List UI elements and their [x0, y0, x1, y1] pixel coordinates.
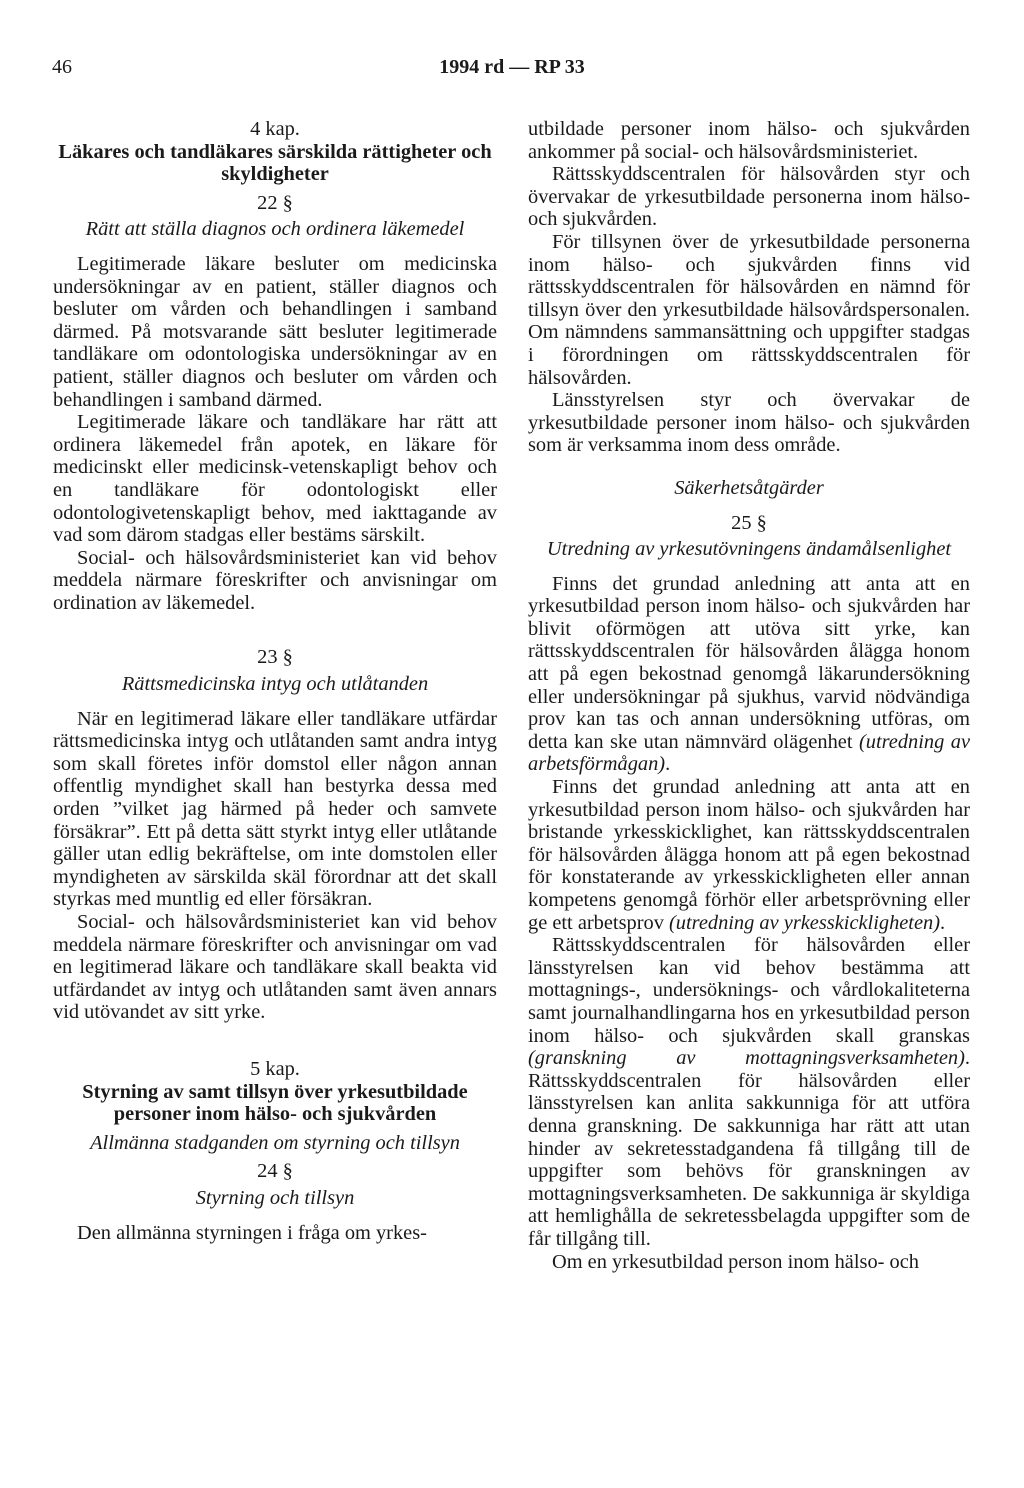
document-reference: 1994 rd — RP 33 — [439, 56, 585, 78]
paragraph-text: Finns det grundad anledning att anta att en yrkesutbildad person inom hälso- och sjukvården har blivit oförmögen att utöva sitt yrke, kan rättsskyddscentralen för hälsovården ålägga honom att på egen bekostnad genomgå läkarundersökning eller undersökningar på sjukhus, varvid nödvändiga prov kan tas och annan undersökning utföras, om detta kan ske utan nämnvärd olägenhet — [528, 572, 970, 753]
defined-term: (utredning av arbetsförmågan) — [528, 730, 970, 776]
section-25-paragraph — [528, 776, 970, 934]
defined-term: (utredning av yrkesskickligheten) — [669, 911, 941, 934]
section-23-title: Rättsmedicinska intyg och utlåtanden — [121, 673, 429, 696]
section-25-paragraph: Om en yrkesutbildad person inom hälso- och — [552, 1250, 919, 1273]
section-25-number: 25 § — [731, 511, 767, 534]
safety-measures-subtitle: Säkerhetsåtgärder — [674, 476, 824, 499]
section-23-paragraph: Social- och hälsovårdsministeriet kan vid behov meddela närmare föreskrifter och anvisningar om vad en legitimerad läkare och tandläkare skall beakta vid utfärdandet av intyg och utlåtanden samt även annars vid utövandet av sitt yrke. — [53, 911, 497, 1024]
page-number: 46 — [52, 56, 72, 78]
section-25-title: Utredning av yrkesutövningens ändamålsenlighet — [546, 538, 952, 561]
paragraph-text: Rättsskyddscentralen för hälsovården eller länsstyrelsen kan vid behov bestämma att mottagnings-, undersöknings- och vårdlokaliteterna samt journalhandlingarna hos en yrkesutbildad person inom hälso- och sjukvården skall granskas — [528, 934, 970, 1047]
defined-term: (granskning av mottagningsverksamheten) — [528, 1047, 965, 1070]
paragraph-text: . Rättsskyddscentralen för hälsovården eller länsstyrelsen kan anlita sakkunniga för att utföra denna granskning. De sakkunniga har rätt att utan hinder av sekretesstadgandena få tillgång till de uppgifter som behövs för granskningen av mottagningsverksamheten. De sakkunniga är skyldiga att hemlighålla de sekretessbelagda uppgifter som de får tillgång till. — [528, 1047, 970, 1250]
left-column — [53, 118, 497, 1244]
paragraph-text: . — [665, 753, 671, 776]
section-22-paragraph: Legitimerade läkare besluter om medicinska undersökningar av en patient, ställer diagnos och besluter om vården och behandlingen i samband därmed. På motsvarande sätt besluter legitimerade tandläkare om odontologiska undersökningar av en patient, ställer diagnos och besluter om vården och behandlingen i samband därmed. — [53, 252, 497, 411]
section-22-paragraph: Social- och hälsovårdsministeriet kan vid behov meddela närmare föreskrifter och anvisningar om ordination av läkemedel. — [53, 546, 497, 614]
chapter-4-title: Läkares och tandläkares särskilda rättigheter och skyldigheter — [58, 140, 492, 186]
section-24-paragraph: Den allmänna styrningen i fråga om yrkes- — [77, 1221, 427, 1244]
paragraph-text: Finns det grundad anledning att anta att en yrkesutbildad person inom hälso- och sjukvården har bristande yrkesskicklighet, kan rättsskyddscentralen för hälsovården ålägga honom att på egen bekostnad för konstaterande av yrkesskickligheten eller annan kompetens genomgå förhör eller arbetsprövning eller ge ett arbetsprov — [528, 776, 970, 934]
section-22-paragraph: Legitimerade läkare och tandläkare har rätt att ordinera läkemedel från apotek, en läkare för medicinskt eller medicinsk-vetenskapligt behov och en tandläkare för odontologiskt eller odontologivetenskapligt behov, med iakttagande av vad som därom stadgas eller bestäms särskilt. — [53, 411, 497, 547]
section-24-number: 24 § — [257, 1160, 293, 1183]
right-column — [528, 118, 970, 1273]
page-header — [52, 56, 972, 86]
section-24-paragraph: Rättsskyddscentralen för hälsovården styr och övervakar de yrkesutbildade personerna inom hälso- och sjukvården. — [528, 163, 970, 231]
section-24-paragraph: För tillsynen över de yrkesutbildade personerna inom hälso- och sjukvården finns vid rättsskyddscentralen för hälsovården en nämnd för tillsyn över den yrkesutbildade hälsovårdspersonalen. Om nämndens sammansättning och uppgifter stadgas i förordningen om rättsskyddscentralen för hälsovården. — [528, 230, 970, 389]
section-23-number: 23 § — [257, 646, 293, 669]
section-24-title: Styrning och tillsyn — [195, 1186, 355, 1209]
paragraph-text: . — [940, 911, 946, 934]
chapter-5-label: 5 kap. — [250, 1057, 300, 1080]
section-22-title: Rätt att ställa diagnos och ordinera läkemedel — [85, 218, 465, 241]
section-22-number: 22 § — [257, 191, 293, 214]
section-25-paragraph — [528, 573, 970, 776]
section-25-paragraph — [528, 934, 970, 1250]
chapter-5-subtitle: Allmänna stadganden om styrning och tillsyn — [90, 1131, 460, 1154]
chapter-5-title: Styrning av samt tillsyn över yrkesutbildade personer inom hälso- och sjukvården — [82, 1080, 468, 1126]
section-24-continued-paragraph: utbildade personer inom hälso- och sjukvården ankommer på social- och hälsovårdsministeriet. — [528, 118, 970, 163]
chapter-4-label: 4 kap. — [250, 118, 300, 140]
section-23-paragraph: När en legitimerad läkare eller tandläkare utfärdar rättsmedicinska intyg och utlåtanden samt andra intyg som skall företes inför domstol eller någon annan offentlig myndighet skall han bestyrka dessa med orden ”vilket jag härmed på heder och samvete försäkrar”. Ett på detta sätt styrkt intyg eller utlåtande gäller utan edlig bekräftelse, om inte domstolen eller myndigheten av särskilda skäl förordnar att det skall styrkas med muntlig ed eller försäkran. — [53, 707, 497, 911]
section-24-paragraph: Länsstyrelsen styr och övervakar de yrkesutbildade personer inom hälso- och sjukvården som är verksamma inom dess område. — [528, 389, 970, 457]
